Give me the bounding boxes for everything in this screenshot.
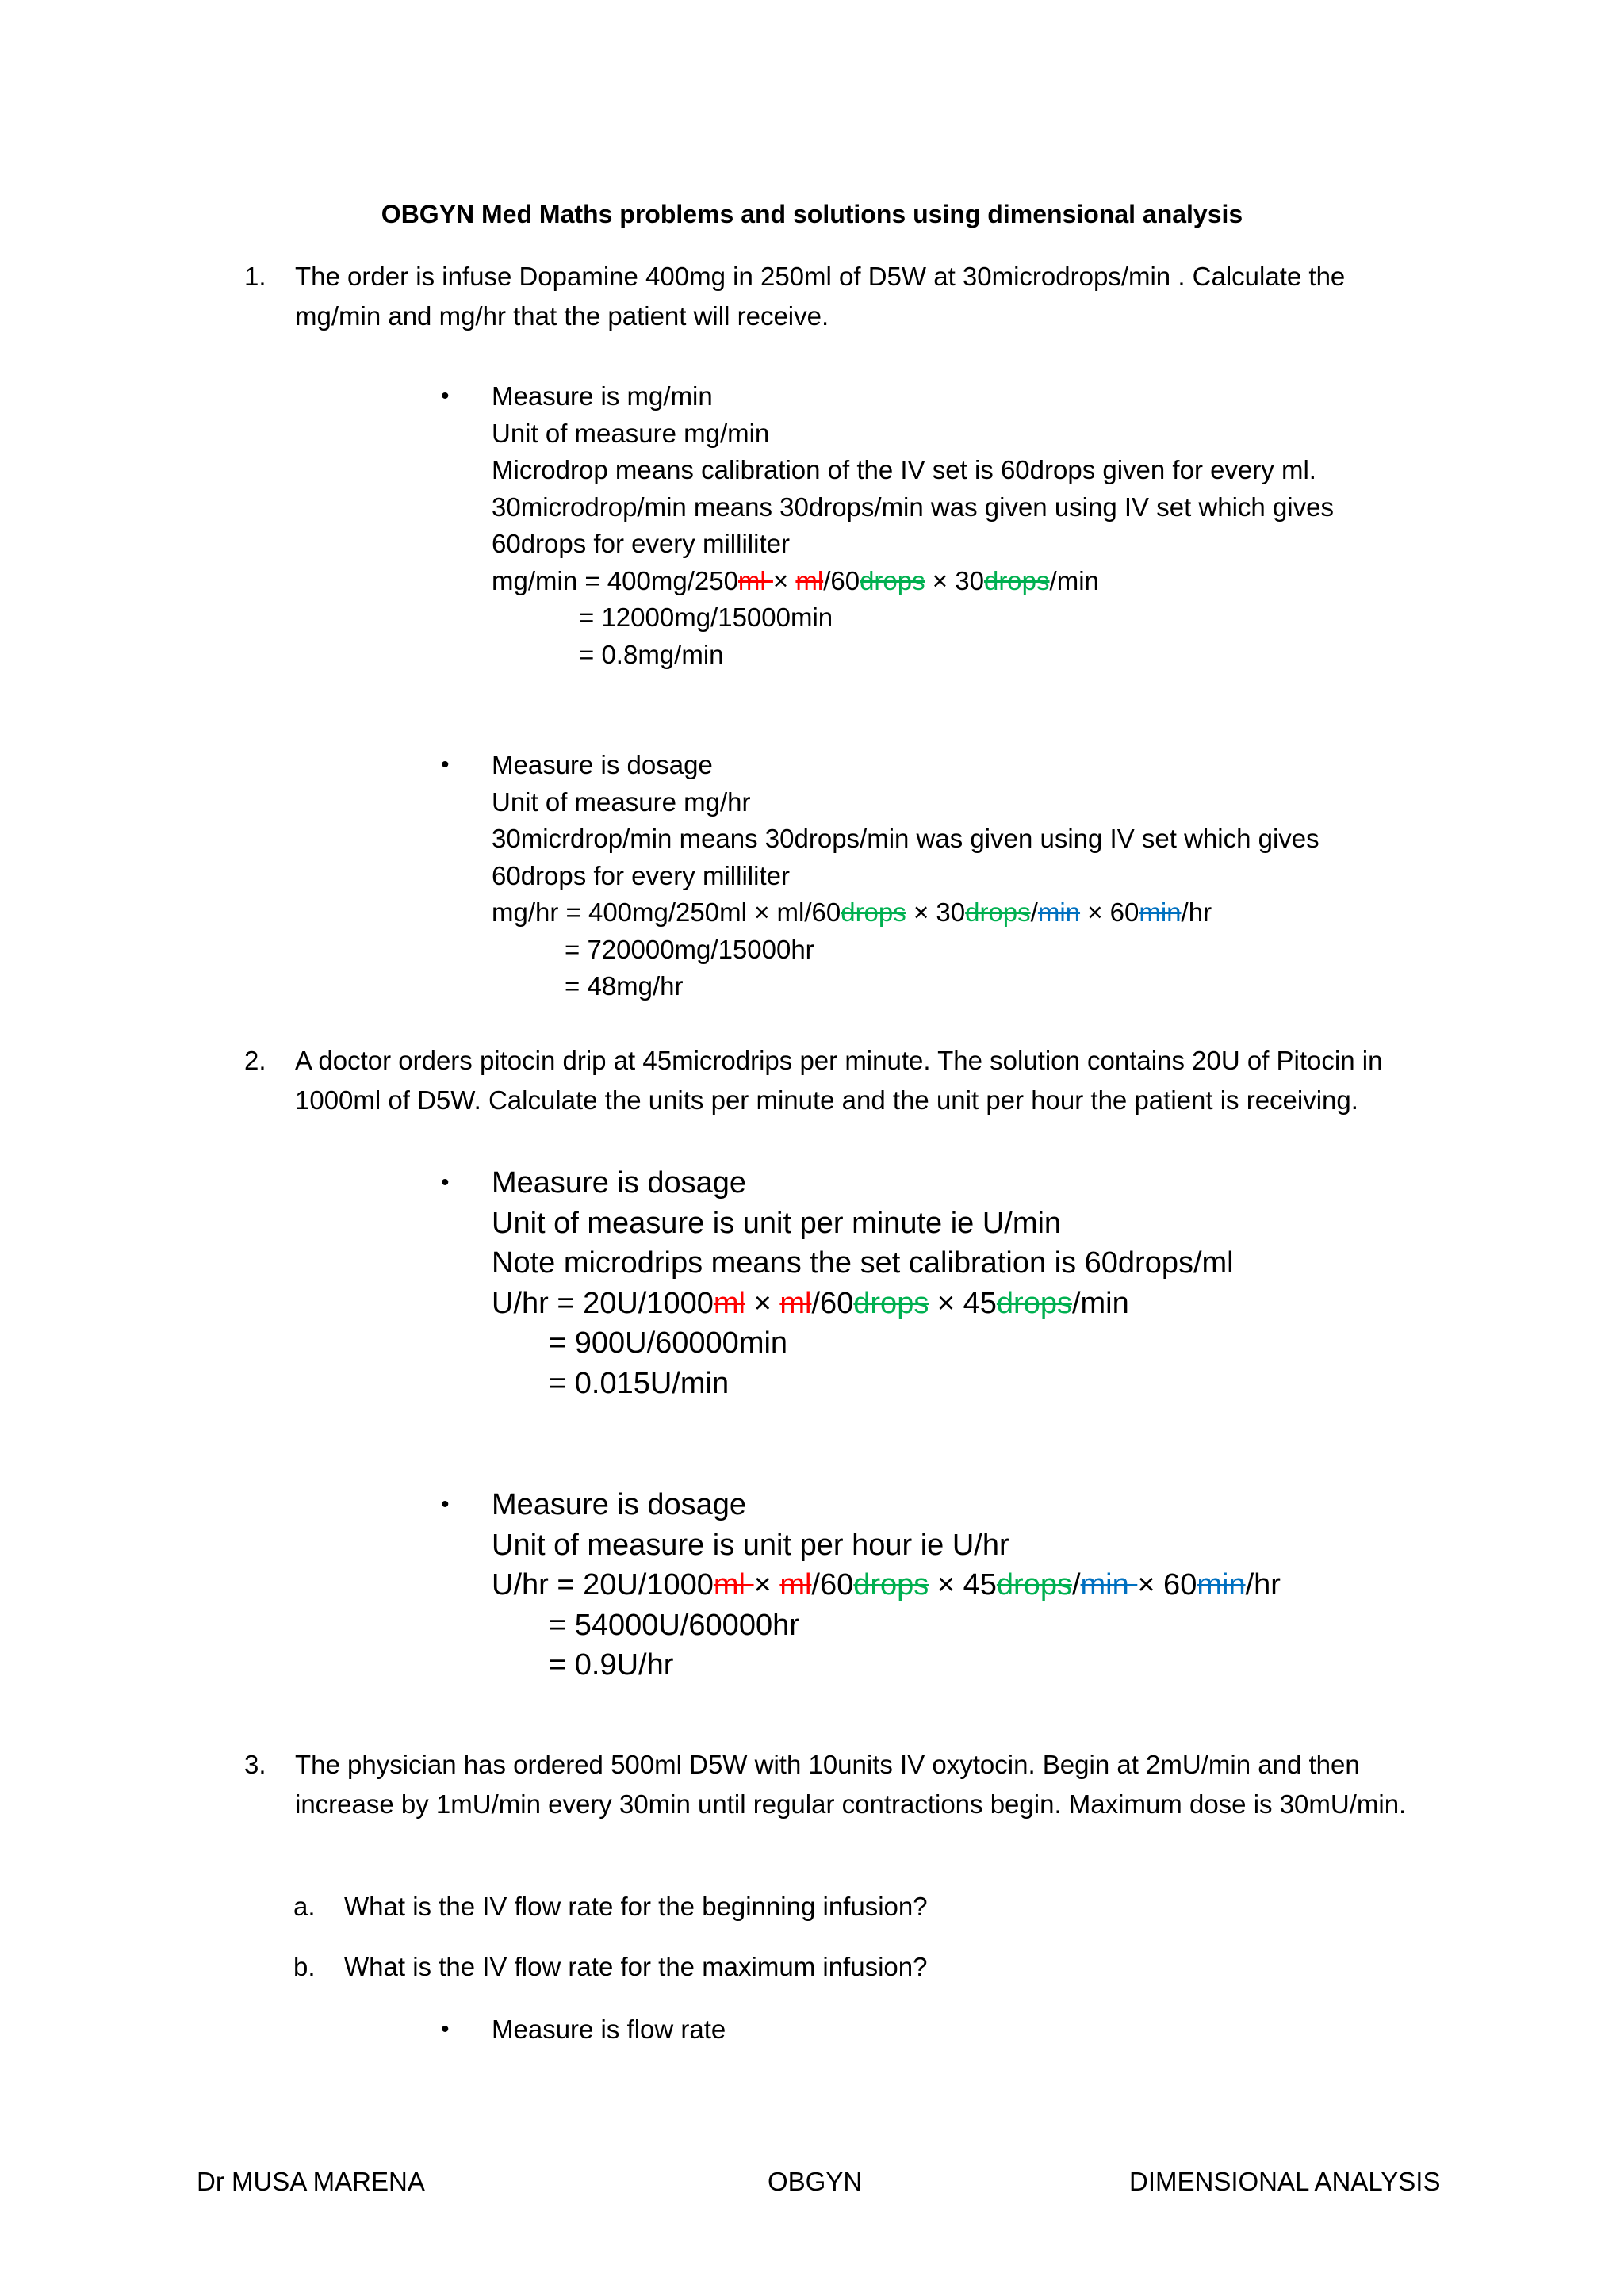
bullet-line: Unit of measure is unit per minute ie U/min [492, 1206, 1062, 1240]
bullet-line: Unit of measure mg/hr [492, 786, 751, 817]
cancelled-unit: drops [965, 897, 1031, 927]
cancelled-unit: min [1197, 1568, 1246, 1601]
bullet-line: Measure is dosage [492, 1166, 747, 1200]
cancelled-unit: ml [779, 1286, 812, 1320]
cancelled-unit: ml [779, 1568, 812, 1601]
bullet-line: 60drops for every milliliter [492, 529, 790, 558]
cancelled-unit: drops [996, 1286, 1072, 1320]
bullet-line: Measure is dosage [492, 750, 713, 779]
cancelled-unit: min [1139, 897, 1182, 927]
bullet-icon: • [441, 1491, 450, 1517]
result-line: = 900U/60000min [549, 1326, 788, 1360]
cancelled-unit: ml [713, 1286, 746, 1320]
bullet-line: Measure is flow rate [492, 2015, 726, 2044]
result-line: = 720000mg/15000hr [565, 934, 814, 964]
bullet-line: 30microdrop/min means 30drops/min was given using IV set which gives [492, 492, 1334, 522]
cancelled-unit: min [1080, 1568, 1138, 1601]
bullet-line: Unit of measure mg/min [492, 418, 770, 448]
result-line: = 48mg/hr [565, 971, 684, 1001]
bullet-line: Microdrop means calibration of the IV set is 60drops given for every ml. [492, 455, 1316, 484]
page-title: OBGYN Med Maths problems and solutions using dimensional analysis [381, 200, 1243, 228]
bullet-icon: • [441, 1169, 450, 1196]
question-number: 3. [244, 1750, 266, 1779]
result-line: = 54000U/60000hr [549, 1608, 799, 1642]
calculation-line: mg/min = 400mg/250ml × ml/60drops × 30drops/min [492, 565, 1099, 595]
question-number: 2. [244, 1046, 266, 1075]
bullet-line: Measure is mg/min [492, 381, 713, 411]
bullet-icon: • [441, 383, 450, 409]
cancelled-unit: ml [737, 565, 773, 595]
cancelled-unit: drops [996, 1568, 1072, 1601]
calculation-line: mg/hr = 400mg/250ml × ml/60drops × 30drops/min × 60min/hr [492, 897, 1212, 927]
bullet-line: 60drops for every milliliter [492, 860, 790, 890]
bullet-icon: • [441, 2016, 450, 2042]
question-text: The physician has ordered 500ml D5W with 10units IV oxytocin. Begin at 2mU/min and then increase by 1mU/min every 30min until regular contractions begin. Maximum dose is 30mU/min. [295, 1750, 1407, 1819]
footer-topic: DIMENSIONAL ANALYSIS [1129, 2167, 1441, 2196]
sub-question-letter: b. [293, 1952, 316, 1981]
cancelled-unit: drops [860, 565, 925, 595]
question-text: A doctor orders pitocin drip at 45microdrips per minute. The solution contains 20U of Pitocin in 1000ml of D5W. Calculate the units per minute and the unit per hour the patient is receiving. [295, 1046, 1383, 1115]
result-line: = 0.015U/min [549, 1366, 730, 1400]
footer-author: Dr MUSA MARENA [197, 2167, 425, 2196]
bullet-line: Note microdrips means the set calibration is 60drops/ml [492, 1246, 1234, 1280]
cancelled-unit: drops [983, 565, 1050, 595]
sub-question-text: What is the IV flow rate for the beginning infusion? [344, 1892, 928, 1921]
question-text: The order is infuse Dopamine 400mg in 250ml of D5W at 30microdrops/min . Calculate the mg/min and mg/hr that the patient will receive. [295, 262, 1346, 331]
cancelled-unit: drops [853, 1568, 929, 1601]
sub-question-letter: a. [293, 1892, 316, 1921]
cancelled-unit: ml [795, 565, 824, 595]
cancelled-unit: ml [713, 1568, 754, 1601]
result-line: = 0.9U/hr [549, 1648, 674, 1682]
result-line: = 12000mg/15000min [579, 603, 833, 632]
bullet-icon: • [441, 752, 450, 778]
bullet-line: Unit of measure is unit per hour ie U/hr [492, 1528, 1009, 1562]
cancelled-unit: min [1037, 897, 1081, 927]
calculation-line: U/hr = 20U/1000ml × ml/60drops × 45drops/min × 60min/hr [492, 1568, 1281, 1601]
cancelled-unit: drops [841, 897, 906, 927]
bullet-line: Measure is dosage [492, 1488, 747, 1521]
question-number: 1. [244, 262, 266, 291]
bullet-line: 30micrdrop/min means 30drops/min was given using IV set which gives [492, 824, 1320, 853]
calculation-line: U/hr = 20U/1000ml × ml/60drops × 45drops/min [492, 1286, 1129, 1320]
footer-subject: OBGYN [768, 2167, 863, 2196]
sub-question-text: What is the IV flow rate for the maximum infusion? [344, 1952, 928, 1981]
result-line: = 0.8mg/min [579, 639, 724, 669]
cancelled-unit: drops [853, 1286, 929, 1320]
